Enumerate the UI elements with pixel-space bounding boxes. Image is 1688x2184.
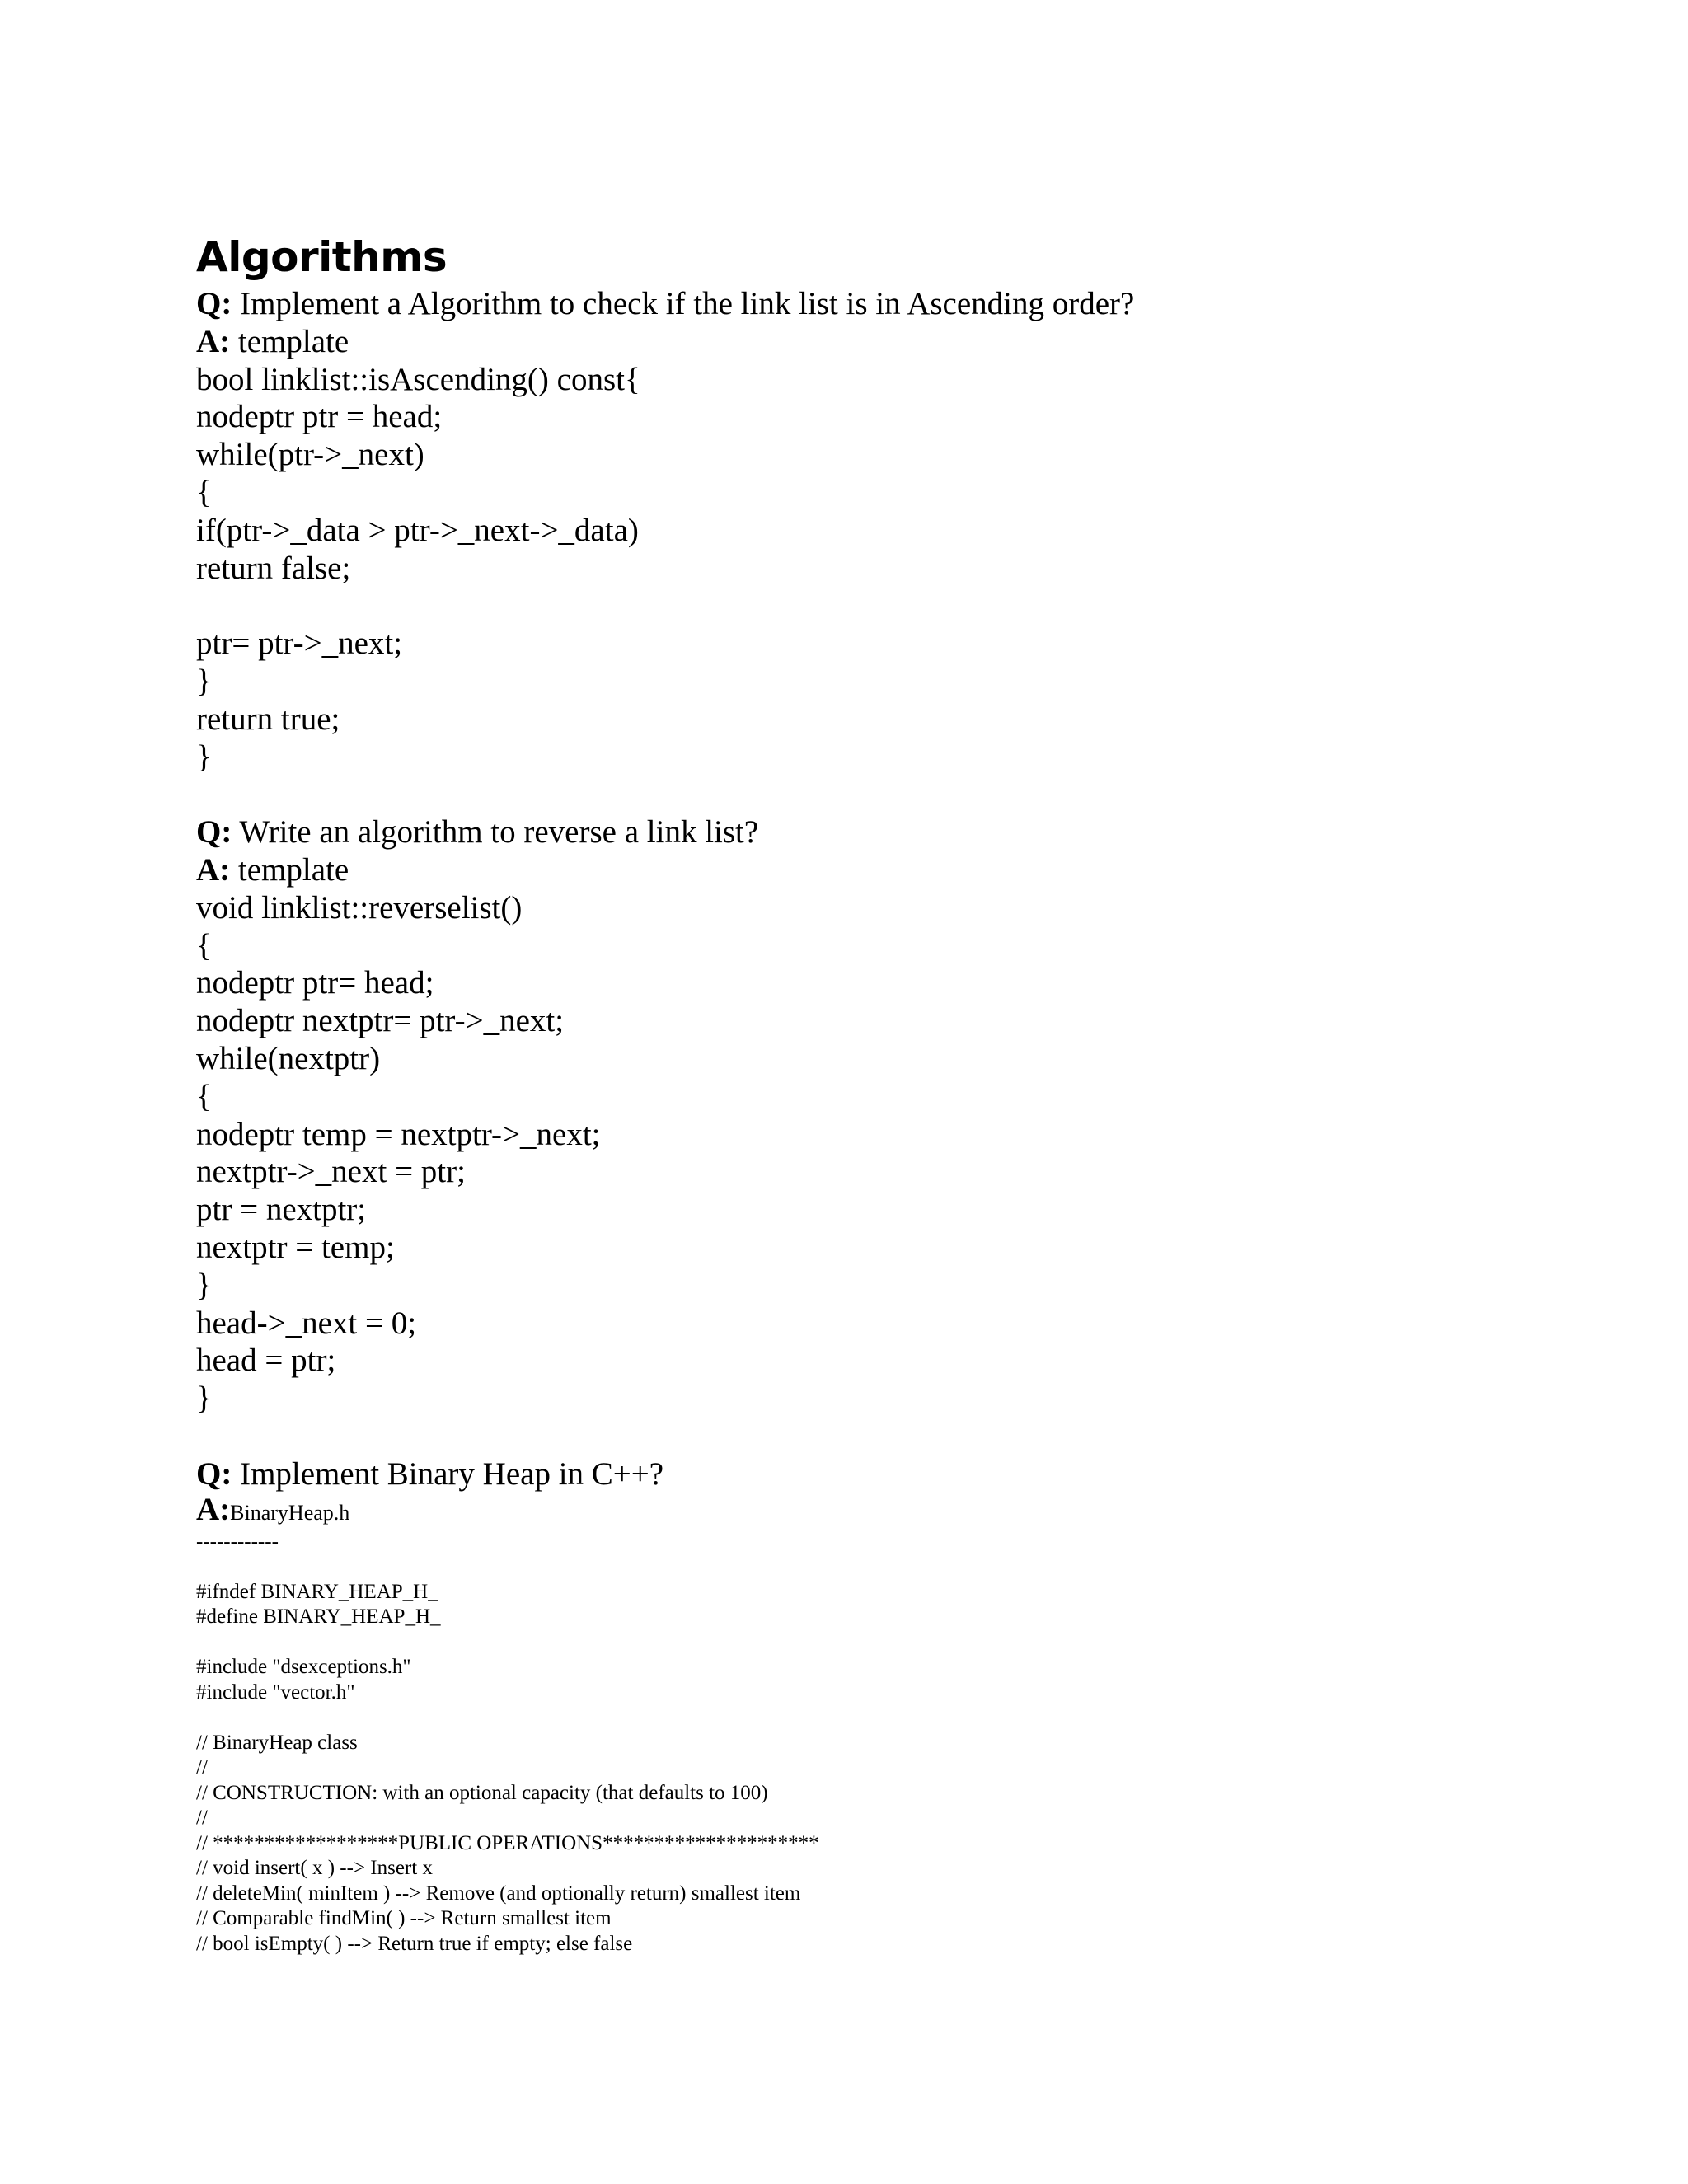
code-line: nextptr = temp; <box>196 1229 395 1265</box>
blank-line <box>196 1554 1556 1580</box>
code-line: // Comparable findMin( ) --> Return smallest item <box>196 1907 612 1929</box>
question-text: Implement Binary Heap in C++? <box>240 1455 664 1492</box>
question-label: Q: <box>196 286 232 321</box>
answer-first-line: template <box>237 851 349 888</box>
answer-first-line: template <box>237 323 349 359</box>
code-line: // ******************PUBLIC OPERATIONS********************* <box>196 1831 819 1854</box>
answer-1 <box>196 323 1556 361</box>
code-line: #ifndef BINARY_HEAP_H_ <box>196 1580 438 1603</box>
code-line: // BinaryHeap class <box>196 1731 358 1754</box>
code-line: { <box>196 474 212 510</box>
code-line: #include "vector.h" <box>196 1680 355 1704</box>
question-text: Implement a Algorithm to check if the link list is in Ascending order? <box>240 286 1135 321</box>
code-line: nextptr->_next = ptr; <box>196 1154 466 1190</box>
code-line: // bool isEmpty( ) --> Return true if empty; else false <box>196 1932 633 1955</box>
code-line: head = ptr; <box>196 1343 336 1379</box>
blank-line <box>196 1630 1556 1656</box>
code-line: // void insert( x ) --> Insert x <box>196 1857 433 1879</box>
code-line: void linklist::reverselist() <box>196 889 523 926</box>
question-text: Write an algorithm to reverse a link list? <box>239 814 759 851</box>
code-line: nodeptr ptr= head; <box>196 965 434 1001</box>
question-3 <box>196 1455 1556 1493</box>
code-line: } <box>196 1267 212 1303</box>
code-line: ------------ <box>196 1530 279 1553</box>
code-line: nodeptr nextptr= ptr->_next; <box>196 1003 565 1039</box>
code-line: return false; <box>196 550 351 586</box>
code-line: // <box>196 1807 208 1829</box>
code-line: while(ptr->_next) <box>196 437 424 473</box>
blank-line <box>196 587 1556 625</box>
code-line: head->_next = 0; <box>196 1305 417 1341</box>
code-line: nodeptr temp = nextptr->_next; <box>196 1116 601 1152</box>
blank-line <box>196 1705 1556 1731</box>
code-line: while(nextptr) <box>196 1040 381 1076</box>
code-line: } <box>196 1380 212 1417</box>
answer-3 <box>196 1493 1556 1530</box>
question-2 <box>196 813 1556 851</box>
answer-first-line: BinaryHeap.h <box>230 1500 350 1525</box>
code-line: #include "dsexceptions.h" <box>196 1656 411 1678</box>
code-line: } <box>196 663 212 699</box>
code-line: bool linklist::isAscending() const{ <box>196 361 640 397</box>
question-label: Q: <box>196 1455 232 1492</box>
code-line: nodeptr ptr = head; <box>196 399 443 435</box>
code-line: // <box>196 1756 208 1779</box>
answer-label: A: <box>196 1491 231 1527</box>
answer-2 <box>196 851 1556 889</box>
blank-line <box>196 1418 1556 1455</box>
question-1 <box>196 285 1556 323</box>
code-line: ptr = nextptr; <box>196 1192 367 1228</box>
code-line: // CONSTRUCTION: with an optional capacity (that defaults to 100) <box>196 1781 768 1804</box>
code-line: { <box>196 1078 212 1114</box>
code-line: #define BINARY_HEAP_H_ <box>196 1605 441 1628</box>
document-content <box>196 231 1556 1957</box>
answer-label: A: <box>196 851 231 888</box>
blank-line <box>196 776 1556 813</box>
answer-label: A: <box>196 323 231 359</box>
question-label: Q: <box>196 814 232 851</box>
code-line: // deleteMin( minItem ) --> Remove (and optionally return) smallest item <box>196 1882 801 1905</box>
page-title: Algorithms <box>196 233 448 281</box>
code-line: { <box>196 927 212 963</box>
code-line: ptr= ptr->_next; <box>196 626 403 662</box>
code-line: } <box>196 738 212 775</box>
code-line: return true; <box>196 701 340 737</box>
code-line: if(ptr->_data > ptr->_next->_data) <box>196 512 639 548</box>
